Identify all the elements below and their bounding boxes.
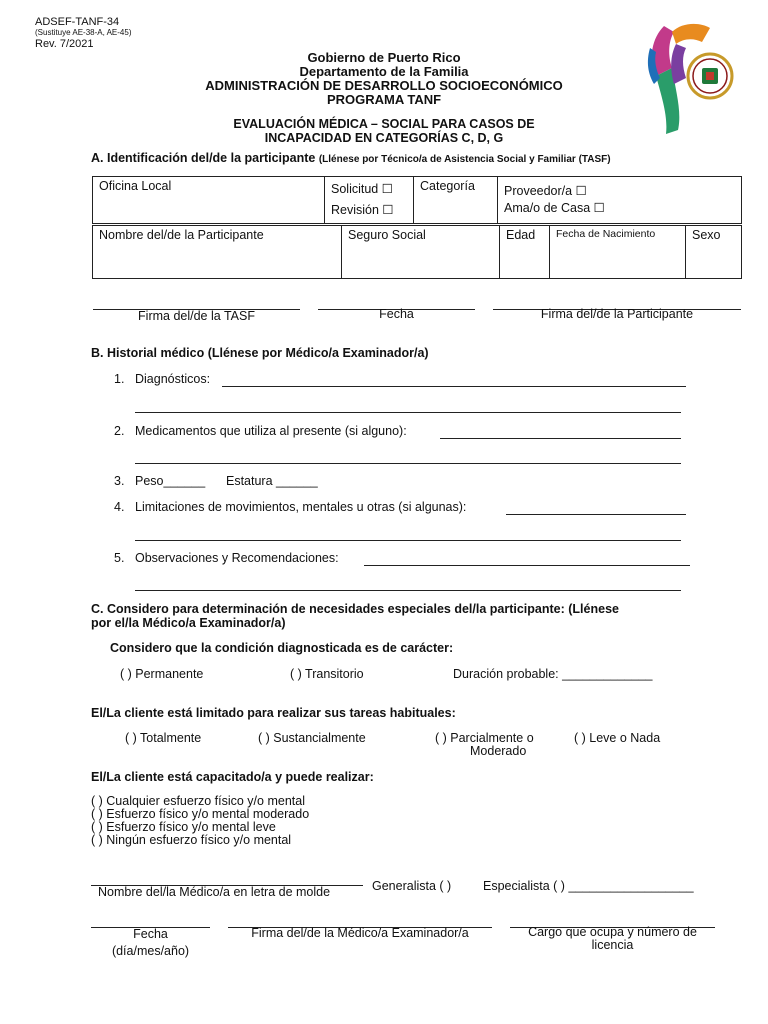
form-title-line1: EVALUACIÓN MÉDICA – SOCIAL PARA CASOS DE — [233, 117, 535, 131]
capacidad-option-ninguno[interactable]: ( ) Ningún esfuerzo físico y/o mental — [91, 833, 292, 847]
categoria-label: Categoría — [420, 179, 475, 193]
especialista-option[interactable]: Especialista ( ) __________________ — [483, 879, 694, 893]
seguro-social-cell[interactable] — [342, 226, 500, 279]
section-a-note: (Llénese por Técnico/a de Asistencia Social y Familiar (TASF) — [318, 154, 611, 165]
medicamentos-line-2[interactable] — [135, 463, 681, 464]
item-2-number: 2. — [114, 424, 125, 438]
capacidad-options — [91, 795, 309, 847]
sustancialmente-option[interactable]: ( ) Sustancialmente — [258, 731, 366, 745]
limitaciones-line-1[interactable] — [506, 514, 686, 515]
solicitud-checkbox[interactable]: Solicitud ☐ — [331, 182, 393, 196]
header-departamento: Departamento de la Familia — [299, 64, 469, 79]
edad-cell[interactable] — [500, 226, 550, 279]
firma-tasf-label: Firma del/de la TASF — [138, 309, 255, 323]
observaciones-line-2[interactable] — [135, 590, 681, 591]
fecha-medico-block — [91, 926, 210, 960]
capacidad-option-leve[interactable]: ( ) Esfuerzo físico y/o mental leve — [91, 820, 276, 834]
capacitado-question: El/La cliente está capacitado/a y puede realizar: — [91, 770, 374, 784]
item-1-number: 1. — [114, 372, 125, 386]
form-title-block — [0, 117, 768, 145]
oficina-local-label: Oficina Local — [99, 179, 172, 193]
transitorio-option[interactable]: ( ) Transitorio — [290, 667, 364, 681]
totalmente-option[interactable]: ( ) Totalmente — [125, 731, 202, 745]
form-code: ADSEF-TANF-34 — [35, 16, 120, 28]
limitaciones-line-2[interactable] — [135, 540, 681, 541]
cargo-label-line1: Cargo que ocupa y número de — [528, 925, 697, 939]
capacidad-option-moderado[interactable]: ( ) Esfuerzo físico y/o mental moderado — [91, 807, 310, 821]
estatura-field[interactable]: Estatura ______ — [226, 474, 318, 488]
moderado-label: Moderado — [470, 744, 527, 758]
limitaciones-label: Limitaciones de movimientos, mentales u otras (si algunas): — [135, 500, 467, 514]
peso-field[interactable]: Peso______ — [135, 474, 206, 488]
capacidad-option-cualquier[interactable]: ( ) Cualquier esfuerzo físico y/o mental — [91, 794, 305, 808]
seguro-social-label: Seguro Social — [348, 228, 426, 242]
medicamentos-line-1[interactable] — [440, 438, 681, 439]
item-5-number: 5. — [114, 551, 125, 565]
ama-casa-checkbox[interactable]: Ama/o de Casa ☐ — [504, 201, 605, 215]
header-gobierno: Gobierno de Puerto Rico — [307, 50, 461, 65]
solicitud-cell[interactable] — [325, 177, 414, 224]
item-3-number: 3. — [114, 474, 125, 488]
medicamentos-label: Medicamentos que utiliza al presente (si alguno): — [135, 424, 407, 438]
categoria-cell[interactable] — [414, 177, 498, 224]
observaciones-label: Observaciones y Recomendaciones: — [135, 551, 339, 565]
cargo-block — [505, 926, 720, 952]
duracion-field[interactable]: Duración probable: _____________ — [453, 667, 653, 681]
fecha-nacimiento-cell[interactable] — [550, 226, 686, 279]
oficina-local-cell[interactable] — [93, 177, 325, 224]
item-4-number: 4. — [114, 500, 125, 514]
nombre-participante-cell[interactable] — [93, 226, 342, 279]
header-block — [0, 51, 768, 107]
parcialmente-option[interactable]: ( ) Parcialmente o — [435, 731, 534, 745]
sexo-cell[interactable] — [686, 226, 742, 279]
observaciones-line-1[interactable] — [364, 565, 690, 566]
form-title-line2: INCAPACIDAD EN CATEGORÍAS C, D, G — [264, 131, 504, 145]
section-c-title — [91, 602, 691, 630]
sexo-label: Sexo — [692, 228, 721, 242]
cargo-label-line2: licencia — [591, 938, 634, 952]
caracter-question: Considero que la condición diagnosticada es de carácter: — [110, 641, 454, 655]
firma-participante-label: Firma del/de la Participante — [540, 307, 694, 321]
identification-table-row1 — [92, 176, 742, 224]
generalista-option[interactable]: Generalista ( ) — [372, 879, 452, 893]
fecha-label: Fecha — [379, 307, 414, 321]
leve-option[interactable]: ( ) Leve o Nada — [574, 731, 661, 745]
section-a-heading: A. Identificación del/de la participante — [91, 151, 316, 165]
header-administracion: ADMINISTRACIÓN DE DESARROLLO SOCIOECONÓMICO — [205, 78, 563, 93]
diagnosticos-line-1[interactable] — [222, 386, 686, 387]
diagnosticos-label: Diagnósticos: — [135, 372, 211, 386]
form-revision: Rev. 7/2021 — [35, 38, 94, 50]
diagnosticos-line-2[interactable] — [135, 412, 681, 413]
firma-medico-label: Firma del/de la Médico/a Examinador/a — [251, 926, 469, 940]
edad-label: Edad — [506, 228, 536, 242]
limitado-question: El/La cliente está limitado para realizar sus tareas habituales: — [91, 706, 456, 720]
nombre-participante-label: Nombre del/de la Participante — [99, 228, 264, 242]
form-substitute: (Sustituye AE-38-A, AE-45) — [35, 28, 132, 37]
section-c-title-line2: por el/la Médico/a Examinador/a) — [91, 616, 286, 630]
proveedor-cell[interactable] — [498, 177, 742, 224]
form-code-block — [35, 16, 132, 50]
permanente-option[interactable]: ( ) Permanente — [120, 667, 204, 681]
revision-checkbox[interactable]: Revisión ☐ — [331, 203, 394, 217]
proveedor-checkbox[interactable]: Proveedor/a ☐ — [504, 184, 587, 198]
fecha-nacimiento-label: Fecha de Nacimiento — [556, 228, 656, 240]
nombre-medico-label: Nombre del/la Médico/a en letra de molde — [98, 885, 331, 899]
section-c-title-line1: C. Considero para determinación de necesidades especiales del/la participante: (Llénese — [91, 602, 619, 616]
header-programa: PROGRAMA TANF — [326, 92, 442, 107]
fecha-medico-label: Fecha — [133, 927, 168, 941]
section-b-title: B. Historial médico (Llénese por Médico/a Examinador/a) — [91, 346, 429, 360]
fecha-format-label: (día/mes/año) — [111, 944, 190, 958]
identification-table-row2 — [92, 225, 742, 279]
section-a-title — [91, 151, 611, 165]
